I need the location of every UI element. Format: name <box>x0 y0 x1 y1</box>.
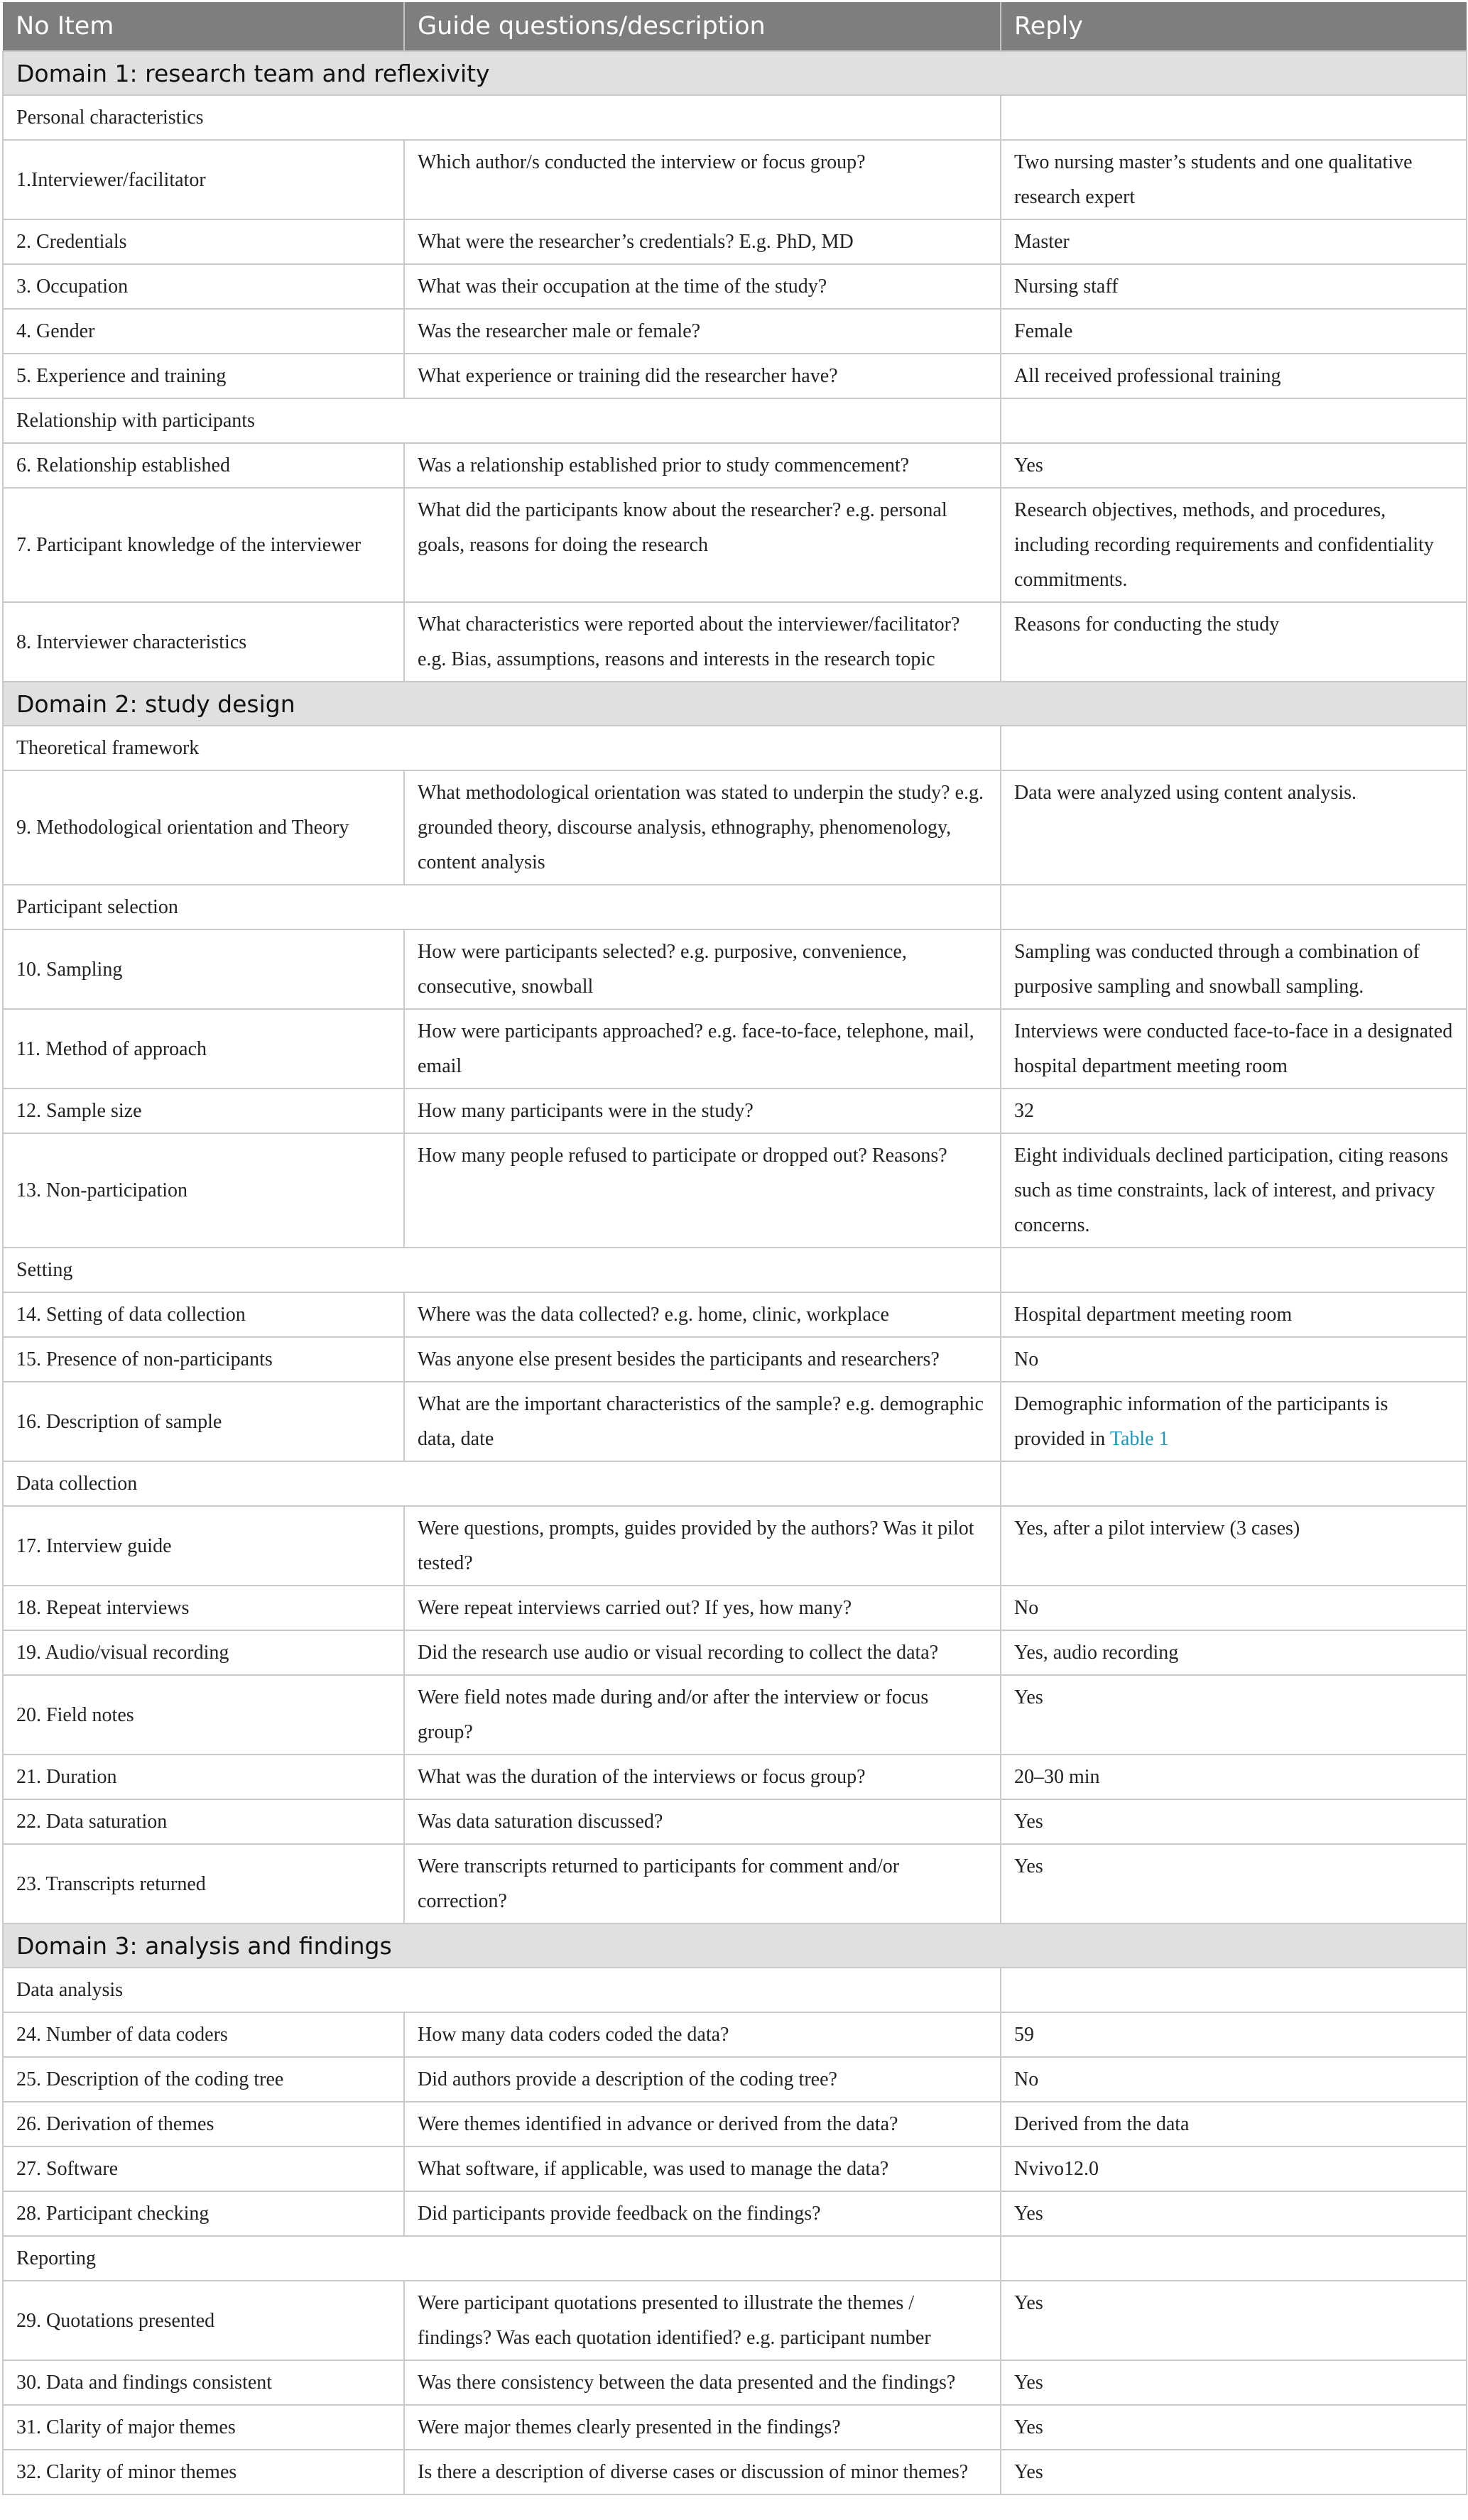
section-title: Setting <box>3 1248 1001 1292</box>
item-cell: 30. Data and findings consistent <box>3 2360 404 2405</box>
table-row <box>3 1675 1467 1755</box>
reply-cell: 20–30 min <box>1001 1755 1467 1799</box>
section-reply-empty <box>1001 1968 1467 2012</box>
reply-cell: Yes <box>1001 1675 1467 1755</box>
item-cell: 23. Transcripts returned <box>3 1844 404 1924</box>
table-row <box>3 1133 1467 1248</box>
table-row <box>3 1337 1467 1382</box>
section-title: Theoretical framework <box>3 726 1001 770</box>
reply-cell: No <box>1001 1337 1467 1382</box>
reply-cell: Yes <box>1001 2281 1467 2360</box>
question-cell: Was there consistency between the data presented and the findings? <box>404 2360 1001 2405</box>
reply-cell: Female <box>1001 309 1467 354</box>
item-cell: 13. Non-participation <box>3 1133 404 1248</box>
question-cell: What were the researcher’s credentials? E.g. PhD, MD <box>404 219 1001 264</box>
section-reply-empty <box>1001 885 1467 929</box>
table-row <box>3 2405 1467 2450</box>
table-row <box>3 2012 1467 2057</box>
table-row <box>3 2281 1467 2360</box>
question-cell: What characteristics were reported about the interviewer/facilitator? e.g. Bias, assumptions, reasons and interests in the research topic <box>404 602 1001 682</box>
question-cell: Were participant quotations presented to illustrate the themes / findings? Was each quotation identified? e.g. participant number <box>404 2281 1001 2360</box>
table-row <box>3 1292 1467 1337</box>
section-row <box>3 726 1467 770</box>
question-cell: Was a relationship established prior to study commencement? <box>404 443 1001 488</box>
question-cell: What was their occupation at the time of the study? <box>404 264 1001 309</box>
table-row <box>3 1755 1467 1799</box>
domain-title: Domain 3: analysis and findings <box>3 1924 1467 1968</box>
section-row <box>3 1461 1467 1506</box>
question-cell: Which author/s conducted the interview or focus group? <box>404 140 1001 219</box>
question-cell: How were participants selected? e.g. purposive, convenience, consecutive, snowball <box>404 929 1001 1009</box>
table-row <box>3 354 1467 398</box>
reply-cell: 59 <box>1001 2012 1467 2057</box>
reply-cell: All received professional training <box>1001 354 1467 398</box>
reply-cell: Yes <box>1001 1799 1467 1844</box>
section-reply-empty <box>1001 2236 1467 2281</box>
table-row <box>3 219 1467 264</box>
reply-cell <box>1001 1382 1467 1461</box>
question-cell: Was the researcher male or female? <box>404 309 1001 354</box>
item-cell: 25. Description of the coding tree <box>3 2057 404 2102</box>
question-cell: What did the participants know about the researcher? e.g. personal goals, reasons for doing the research <box>404 488 1001 602</box>
section-reply-empty <box>1001 95 1467 140</box>
reply-cell: Two nursing master’s students and one qualitative research expert <box>1001 140 1467 219</box>
item-cell: 7. Participant knowledge of the interviewer <box>3 488 404 602</box>
item-cell: 6. Relationship established <box>3 443 404 488</box>
table-row <box>3 309 1467 354</box>
item-cell: 4. Gender <box>3 309 404 354</box>
item-cell: 26. Derivation of themes <box>3 2102 404 2147</box>
table-row <box>3 770 1467 885</box>
reply-cell: Yes <box>1001 2191 1467 2236</box>
question-cell: How many people refused to participate or dropped out? Reasons? <box>404 1133 1001 1248</box>
table-row <box>3 602 1467 682</box>
table-row <box>3 2147 1467 2191</box>
section-title: Personal characteristics <box>3 95 1001 140</box>
section-row <box>3 1968 1467 2012</box>
question-cell: Were transcripts returned to participants for comment and/or correction? <box>404 1844 1001 1924</box>
table-row <box>3 1586 1467 1630</box>
domain-row <box>3 682 1467 726</box>
table-row <box>3 1089 1467 1133</box>
reply-cell: Yes <box>1001 443 1467 488</box>
item-cell: 15. Presence of non-participants <box>3 1337 404 1382</box>
table-row <box>3 488 1467 602</box>
table-row <box>3 1382 1467 1461</box>
item-cell: 12. Sample size <box>3 1089 404 1133</box>
reply-cell: Yes <box>1001 1844 1467 1924</box>
question-cell: What was the duration of the interviews or focus group? <box>404 1755 1001 1799</box>
reply-cell: No <box>1001 2057 1467 2102</box>
header-row <box>3 2 1467 51</box>
question-cell: Did participants provide feedback on the findings? <box>404 2191 1001 2236</box>
question-cell: Were questions, prompts, guides provided by the authors? Was it pilot tested? <box>404 1506 1001 1586</box>
item-cell: 19. Audio/visual recording <box>3 1630 404 1675</box>
domain-title: Domain 1: research team and reflexivity <box>3 51 1467 95</box>
reply-cell: Master <box>1001 219 1467 264</box>
question-cell: How many participants were in the study? <box>404 1089 1001 1133</box>
item-cell: 18. Repeat interviews <box>3 1586 404 1630</box>
question-cell: Were major themes clearly presented in the findings? <box>404 2405 1001 2450</box>
table-body <box>3 51 1467 2494</box>
reply-cell: Hospital department meeting room <box>1001 1292 1467 1337</box>
reply-text: Demographic information of the participants is provided in <box>1014 1393 1388 1450</box>
reply-cell: Eight individuals declined participation, citing reasons such as time constraints, lack of interest, and privacy concerns. <box>1001 1133 1467 1248</box>
section-row <box>3 1248 1467 1292</box>
section-row <box>3 885 1467 929</box>
table-row <box>3 1009 1467 1089</box>
table-row <box>3 2102 1467 2147</box>
table-row <box>3 1844 1467 1924</box>
section-row <box>3 2236 1467 2281</box>
domain-row <box>3 1924 1467 1968</box>
question-cell: Were repeat interviews carried out? If yes, how many? <box>404 1586 1001 1630</box>
domain-title: Domain 2: study design <box>3 682 1467 726</box>
item-cell: 22. Data saturation <box>3 1799 404 1844</box>
question-cell: How were participants approached? e.g. face-to-face, telephone, mail, email <box>404 1009 1001 1089</box>
header-question: Guide questions/description <box>404 2 1001 51</box>
reply-cell: 32 <box>1001 1089 1467 1133</box>
section-reply-empty <box>1001 398 1467 443</box>
header-item: No Item <box>3 2 404 51</box>
reply-cell: Data were analyzed using content analysis. <box>1001 770 1467 885</box>
item-cell: 20. Field notes <box>3 1675 404 1755</box>
question-cell: Is there a description of diverse cases or discussion of minor themes? <box>404 2450 1001 2494</box>
question-cell: Was data saturation discussed? <box>404 1799 1001 1844</box>
item-cell: 27. Software <box>3 2147 404 2191</box>
table-row <box>3 2057 1467 2102</box>
header-reply: Reply <box>1001 2 1467 51</box>
table-row <box>3 2191 1467 2236</box>
table-row <box>3 2450 1467 2494</box>
section-reply-empty <box>1001 1248 1467 1292</box>
question-cell: What experience or training did the researcher have? <box>404 354 1001 398</box>
reply-cell: Nvivo12.0 <box>1001 2147 1467 2191</box>
reply-cell: No <box>1001 1586 1467 1630</box>
question-cell: Where was the data collected? e.g. home, clinic, workplace <box>404 1292 1001 1337</box>
domain-row <box>3 51 1467 95</box>
item-cell: 32. Clarity of minor themes <box>3 2450 404 2494</box>
question-cell: How many data coders coded the data? <box>404 2012 1001 2057</box>
item-cell: 16. Description of sample <box>3 1382 404 1461</box>
item-cell: 31. Clarity of major themes <box>3 2405 404 2450</box>
table-row <box>3 1506 1467 1586</box>
section-title: Participant selection <box>3 885 1001 929</box>
item-cell: 10. Sampling <box>3 929 404 1009</box>
table-row <box>3 1630 1467 1675</box>
reply-cell: Yes <box>1001 2360 1467 2405</box>
table-reference-link[interactable]: Table 1 <box>1109 1428 1169 1450</box>
question-cell: Was anyone else present besides the participants and researchers? <box>404 1337 1001 1382</box>
table-row <box>3 140 1467 219</box>
reply-cell: Reasons for conducting the study <box>1001 602 1467 682</box>
item-cell: 8. Interviewer characteristics <box>3 602 404 682</box>
table-row <box>3 443 1467 488</box>
question-cell: Did authors provide a description of the coding tree? <box>404 2057 1001 2102</box>
section-title: Data analysis <box>3 1968 1001 2012</box>
question-cell: Did the research use audio or visual recording to collect the data? <box>404 1630 1001 1675</box>
item-cell: 9. Methodological orientation and Theory <box>3 770 404 885</box>
reply-cell: Sampling was conducted through a combination of purposive sampling and snowball sampling. <box>1001 929 1467 1009</box>
section-reply-empty <box>1001 1461 1467 1506</box>
section-title: Reporting <box>3 2236 1001 2281</box>
question-cell: What software, if applicable, was used to manage the data? <box>404 2147 1001 2191</box>
table-row <box>3 929 1467 1009</box>
reply-cell: Nursing staff <box>1001 264 1467 309</box>
reply-cell: Yes <box>1001 2450 1467 2494</box>
table-row <box>3 2360 1467 2405</box>
reply-cell: Yes, after a pilot interview (3 cases) <box>1001 1506 1467 1586</box>
reply-cell: Interviews were conducted face-to-face in a designated hospital department meeting room <box>1001 1009 1467 1089</box>
question-cell: Were field notes made during and/or after the interview or focus group? <box>404 1675 1001 1755</box>
item-cell: 17. Interview guide <box>3 1506 404 1586</box>
question-cell: Were themes identified in advance or derived from the data? <box>404 2102 1001 2147</box>
table-row <box>3 1799 1467 1844</box>
reply-cell: Research objectives, methods, and procedures, including recording requirements and confidentiality commitments. <box>1001 488 1467 602</box>
item-cell: 1.Interviewer/facilitator <box>3 140 404 219</box>
coreq-checklist-table <box>2 2 1467 2495</box>
table-row <box>3 264 1467 309</box>
section-row <box>3 398 1467 443</box>
item-cell: 14. Setting of data collection <box>3 1292 404 1337</box>
section-title: Relationship with participants <box>3 398 1001 443</box>
item-cell: 24. Number of data coders <box>3 2012 404 2057</box>
item-cell: 29. Quotations presented <box>3 2281 404 2360</box>
section-reply-empty <box>1001 726 1467 770</box>
reply-cell: Derived from the data <box>1001 2102 1467 2147</box>
item-cell: 21. Duration <box>3 1755 404 1799</box>
item-cell: 2. Credentials <box>3 219 404 264</box>
item-cell: 28. Participant checking <box>3 2191 404 2236</box>
item-cell: 11. Method of approach <box>3 1009 404 1089</box>
section-row <box>3 95 1467 140</box>
question-cell: What are the important characteristics of the sample? e.g. demographic data, date <box>404 1382 1001 1461</box>
reply-cell: Yes <box>1001 2405 1467 2450</box>
item-cell: 5. Experience and training <box>3 354 404 398</box>
section-title: Data collection <box>3 1461 1001 1506</box>
item-cell: 3. Occupation <box>3 264 404 309</box>
question-cell: What methodological orientation was stated to underpin the study? e.g. grounded theory, discourse analysis, ethnography, phenomenology, content analysis <box>404 770 1001 885</box>
reply-cell: Yes, audio recording <box>1001 1630 1467 1675</box>
